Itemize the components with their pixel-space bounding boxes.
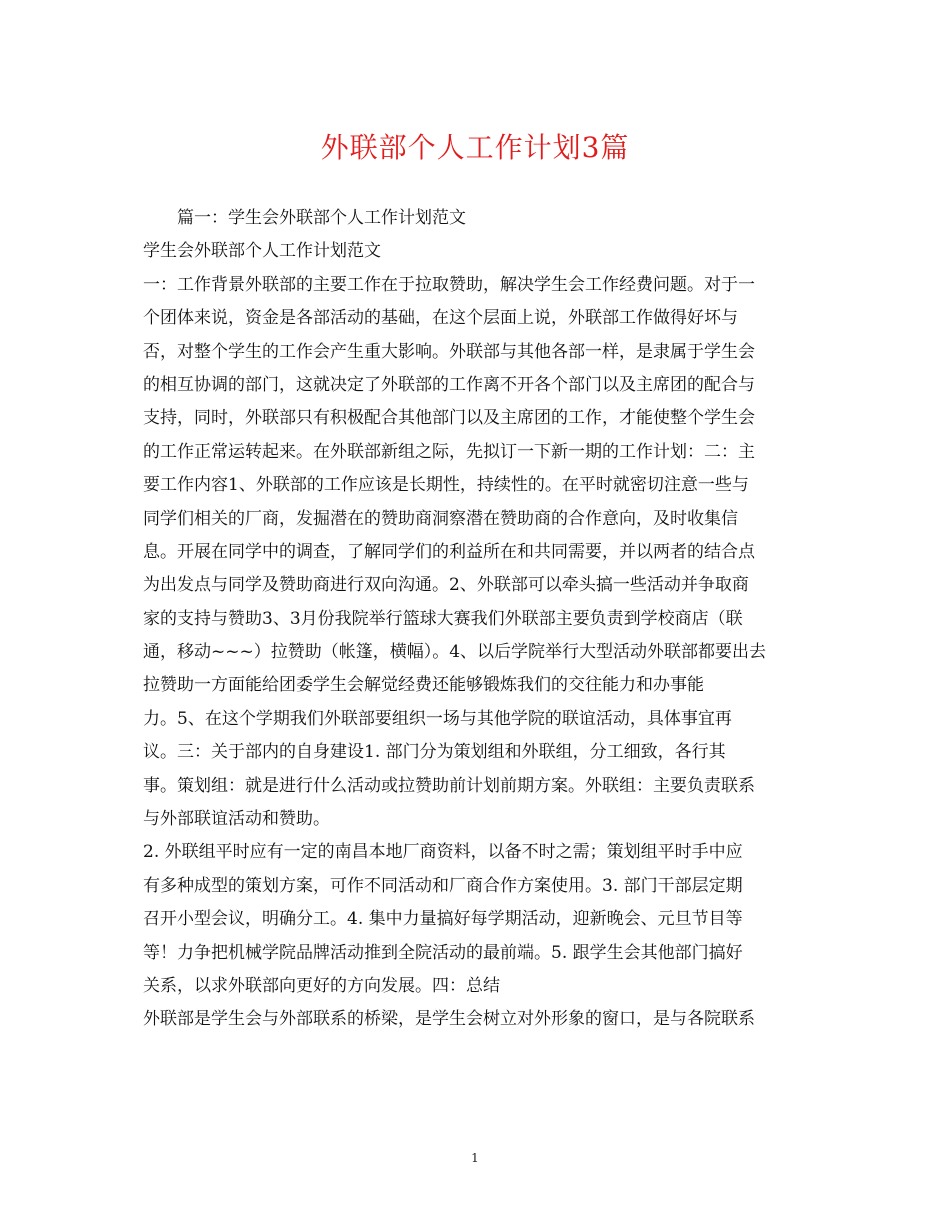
paragraph-line: 力。5、在这个学期我们外联部要组织一场与其他学院的联谊活动，具体事宜再 (143, 708, 732, 729)
subheading: 学生会外联部个人工作计划范文 (143, 241, 381, 262)
page-number: 1 (471, 1151, 479, 1165)
paragraph-line: 关系，以求外联部向更好的方向发展。四：总结 (143, 975, 500, 996)
paragraph-line: 家的支持与赞助3、3月份我院举行篮球大赛我们外联部主要负责到学校商店（联 (143, 608, 743, 629)
paragraph-line: 与外部联谊活动和赞助。 (143, 809, 330, 830)
paragraph-line: 等！力争把机械学院品牌活动推到全院活动的最前端。5. 跟学生会其他部门搞好 (143, 942, 743, 963)
paragraph-line: 息。开展在同学中的调查，了解同学们的利益所在和共同需要，并以两者的结合点 (143, 541, 755, 562)
paragraph-line: 召开小型会议，明确分工。4. 集中力量搞好每学期活动，迎新晚会、元旦节目等 (143, 909, 743, 930)
paragraph-line: 个团体来说，资金是各部活动的基础，在这个层面上说，外联部工作做得好坏与 (143, 308, 738, 329)
paragraph-line: 支持，同时，外联部只有积极配合其他部门以及主席团的工作，才能使整个学生会 (143, 408, 755, 429)
paragraph-line: 2. 外联组平时应有一定的南昌本地厂商资料，以备不时之需；策划组平时手中应 (143, 842, 743, 863)
section-heading: 篇一：学生会外联部个人工作计划范文 (177, 208, 466, 228)
paragraph-line: 事。策划组：就是进行什么活动或拉赞助前计划前期方案。外联组：主要负责联系 (143, 775, 755, 796)
paragraph-line: 外联部是学生会与外部联系的桥梁，是学生会树立对外形象的窗口，是与各院联系 (143, 1009, 755, 1030)
paragraph-line: 的工作正常运转起来。在外联部新组之际，先拟订一下新一期的工作计划：二：主 (143, 441, 755, 462)
document-title: 外联部个人工作计划3篇 (320, 131, 630, 164)
paragraph-line: 为出发点与同学及赞助商进行双向沟通。2、外联部可以牵头搞一些活动并争取商 (143, 575, 749, 596)
paragraph-line: 拉赞助一方面能给团委学生会解觉经费还能够锻炼我们的交往能力和办事能 (143, 675, 704, 696)
paragraph-line: 同学们相关的厂商，发掘潜在的赞助商洞察潜在赞助商的合作意向，及时收集信 (143, 508, 738, 529)
paragraph-line: 的相互协调的部门，这就决定了外联部的工作离不开各个部门以及主席团的配合与 (143, 374, 755, 395)
paragraph-line: 要工作内容1、外联部的工作应该是长期性，持续性的。在平时就密切注意一些与 (143, 475, 749, 496)
paragraph-line: 一：工作背景外联部的主要工作在于拉取赞助，解决学生会工作经费问题。对于一 (143, 274, 755, 295)
paragraph-line: 有多种成型的策划方案，可作不同活动和厂商合作方案使用。3. 部门干部层定期 (143, 875, 743, 896)
paragraph-line: 通，移动~~~）拉赞助（帐篷，横幅）。4、以后学院举行大型活动外联部都要出去 (143, 642, 767, 663)
paragraph-line: 议。三：关于部内的自身建设1. 部门分为策划组和外联组，分工细致，各行其 (143, 742, 726, 763)
paragraph-line: 否，对整个学生的工作会产生重大影响。外联部与其他各部一样，是隶属于学生会 (143, 341, 755, 362)
document-body (143, 202, 813, 1037)
